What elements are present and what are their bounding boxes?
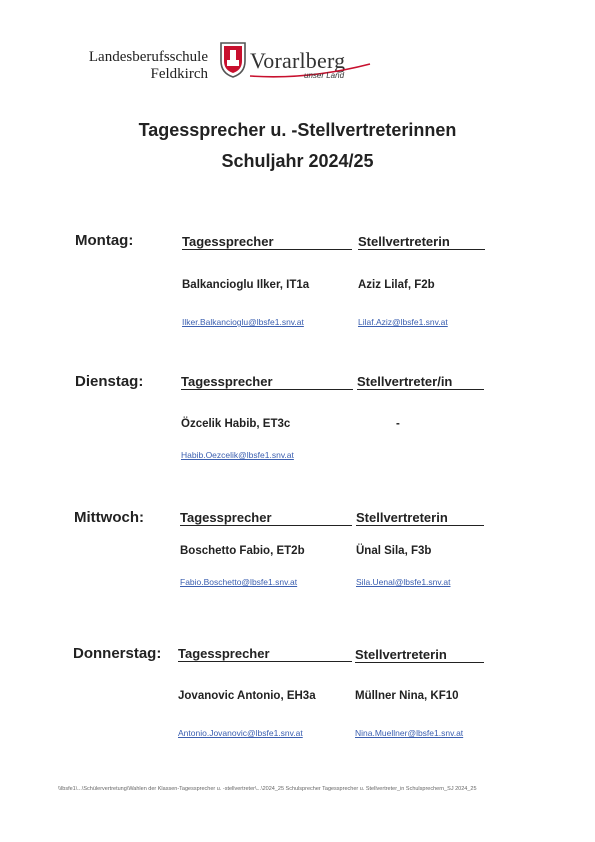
tuesday-deputy-header: Stellvertreter/in xyxy=(357,374,484,390)
school-name xyxy=(78,49,208,83)
school-name-line2: Feldkirch xyxy=(150,66,208,82)
thursday-deputy-name: Müllner Nina, KF10 xyxy=(355,690,459,702)
wednesday-rep-email-link[interactable]: Fabio.Boschetto@lbsfe1.snv.at xyxy=(180,577,298,587)
tuesday-rep-email-link[interactable]: Habib.Oezcelik@lbsfe1.snv.at xyxy=(181,450,294,460)
page-title: Tagessprecher u. -Stellvertreterinnen xyxy=(138,120,457,140)
thursday-rep-header: Tagessprecher xyxy=(178,646,352,662)
thursday-rep-name: Jovanovic Antonio, EH3a xyxy=(178,690,316,702)
vorarlberg-crest-icon xyxy=(219,41,247,79)
wednesday-rep-header: Tagessprecher xyxy=(180,510,352,526)
thursday-deputy-header: Stellvertreterin xyxy=(355,647,484,663)
wednesday-deputy-header: Stellvertreterin xyxy=(356,510,484,526)
wednesday-rep-name: Boschetto Fabio, ET2b xyxy=(180,545,305,557)
monday-deputy-name: Aziz Lilaf, F2b xyxy=(358,279,435,291)
monday-rep-header: Tagessprecher xyxy=(182,234,352,250)
monday-rep-email-link[interactable]: Ilker.Balkancioglu@lbsfe1.snv.at xyxy=(182,317,304,327)
wednesday-deputy-name: Ünal Sila, F3b xyxy=(356,545,432,557)
monday-rep-name: Balkancioglu Ilker, IT1a xyxy=(182,279,310,291)
tuesday-rep-name: Özcelik Habib, ET3c xyxy=(181,418,291,430)
tuesday-deputy-name: - xyxy=(396,418,400,430)
school-name-line1: Landesberufsschule xyxy=(88,49,208,65)
day-label-monday: Montag: xyxy=(75,232,134,249)
tuesday-rep-header: Tagessprecher xyxy=(181,374,353,390)
thursday-rep-email-link[interactable]: Antonio.Jovanovic@lbsfe1.snv.at xyxy=(178,728,303,738)
monday-deputy-header: Stellvertreterin xyxy=(358,234,485,250)
page-subtitle: Schuljahr 2024/25 xyxy=(221,151,374,171)
monday-deputy-email-link[interactable]: Lilaf.Aziz@lbsfe1.snv.at xyxy=(358,317,448,327)
thursday-deputy-email-link[interactable]: Nina.Muellner@lbsfe1.snv.at xyxy=(355,728,464,738)
brand-name: Vorarlberg xyxy=(250,48,346,73)
footer-file-path: \\lbsfe1\...\Schülervertretung\Wahlen der Klassen-Tagessprecher u. -stellvertreter\...\2024_25 Schulsprecher Tagessprecher u. Stellvertreter_in Schulsprechern_SJ 2024_25 xyxy=(58,786,477,792)
brand-subtitle: unser Land xyxy=(304,71,345,80)
day-label-wednesday: Mittwoch: xyxy=(74,509,144,526)
wednesday-deputy-email-link[interactable]: Sila.Uenal@lbsfe1.snv.at xyxy=(356,577,451,587)
day-label-thursday: Donnerstag: xyxy=(73,645,162,662)
day-label-tuesday: Dienstag: xyxy=(75,373,144,390)
